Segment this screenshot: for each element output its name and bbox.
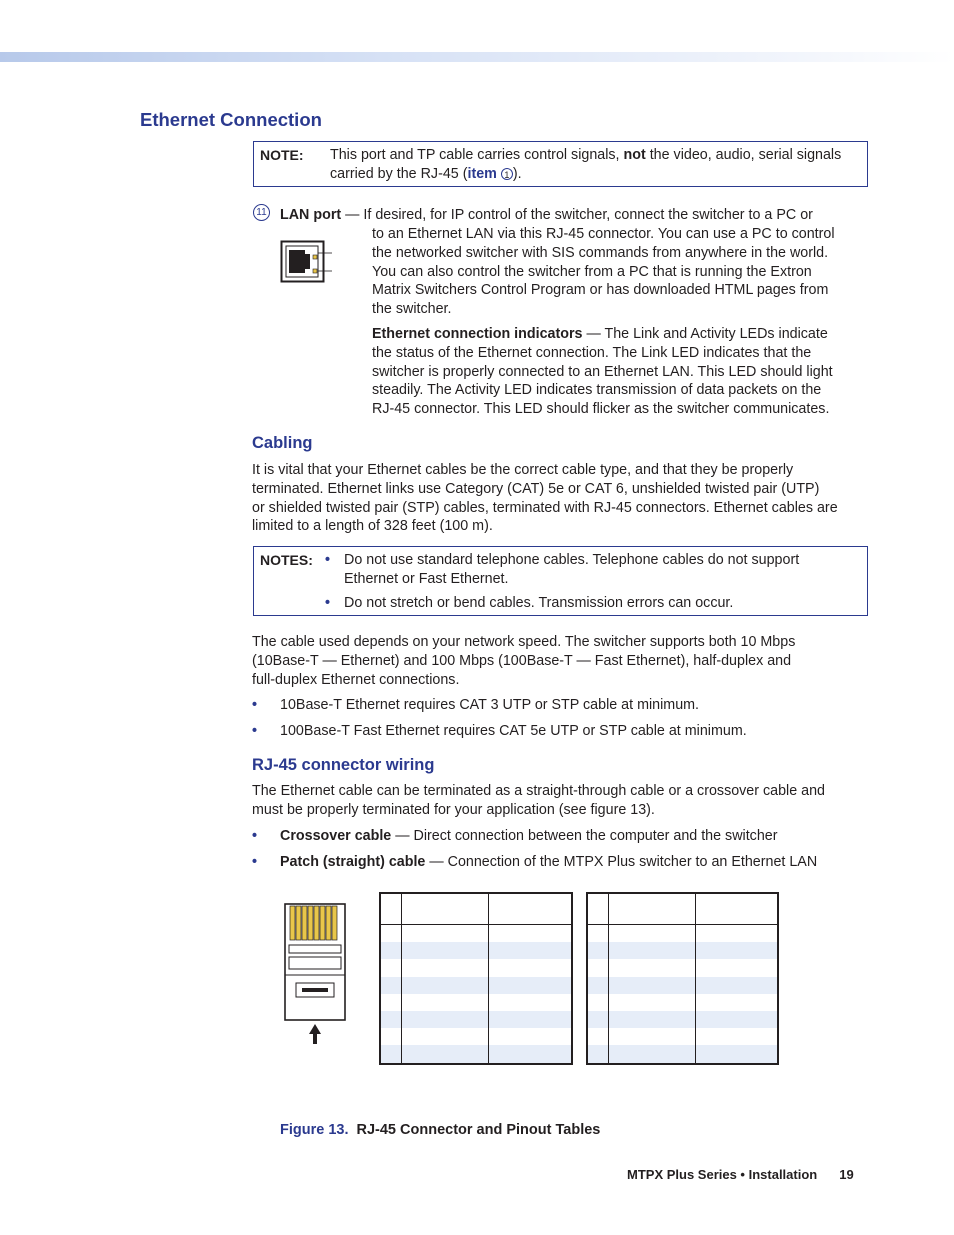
bullet-text [280, 827, 777, 846]
lan-port-label: LAN port [280, 207, 342, 223]
rj45-plug-icon [282, 900, 348, 1048]
cabling-paragraph [252, 461, 862, 536]
speed-line: full-duplex Ethernet connections. [252, 671, 460, 688]
lan-port-line-0: — If desired, for IP control of the switcher, connect the switcher to a PC or [341, 207, 813, 223]
notes-item: Do not stretch or bend cables. Transmission errors can occur. [344, 595, 734, 611]
lan-port-text [280, 206, 813, 225]
bullet-dot: • [252, 854, 258, 870]
wiring-title: RJ-45 connector wiring [252, 756, 435, 774]
figure-caption-text: RJ-45 Connector and Pinout Tables [356, 1122, 601, 1138]
header-band [0, 52, 954, 62]
wiring-paragraph [252, 782, 862, 820]
indicators-line: — The Link and Activity LEDs indicate [582, 326, 828, 342]
rj45-port-icon [280, 240, 336, 284]
lan-port-line: the networked switcher with SIS commands from anywhere in the world. [372, 244, 829, 261]
page-number: 19 [839, 1167, 854, 1182]
note-text-b: the video, audio, serial signals [645, 147, 842, 163]
note-text-c: carried by the RJ-45 ( [330, 165, 468, 182]
crossover-label: Crossover cable [280, 828, 392, 844]
figure-number: Figure 13. [280, 1122, 349, 1138]
bullet-dot: • [252, 828, 258, 844]
cabling-line: It is vital that your Ethernet cables be the correct cable type, and that they be properly [252, 462, 794, 478]
section-title: Ethernet Connection [140, 109, 322, 130]
lan-port-line: You can also control the switcher from a PC that is running the Extron [372, 263, 812, 280]
notes-label: NOTES: [260, 552, 313, 568]
notes-box [253, 546, 868, 616]
note-text [330, 146, 841, 184]
notes-bullet-dot: • [325, 595, 331, 611]
notes-bullet-dot: • [325, 552, 331, 568]
indicators-label: Ethernet connection indicators [372, 326, 583, 342]
bullet-text [280, 853, 817, 872]
item-11-icon: 11 [253, 204, 270, 221]
lan-port-line: to an Ethernet LAN via this RJ-45 connector. You can use a PC to control [372, 226, 835, 242]
cabling-line: limited to a length of 328 feet (100 m). [252, 518, 493, 535]
note-label: NOTE: [260, 147, 304, 163]
indicators-line: switcher is properly connected to an Ethernet LAN. This LED should light [372, 363, 833, 380]
cabling-line: terminated. Ethernet links use Category (CAT) 5e or CAT 6, unshielded twisted pair (UTP) [252, 480, 820, 497]
speed-line: The cable used depends on your network speed. The switcher supports both 10 Mbps [252, 634, 796, 650]
speed-line: (10Base-T — Ethernet) and 100 Mbps (100Base-T — Fast Ethernet), half-duplex and [252, 652, 792, 669]
lan-port-desc [372, 225, 835, 319]
note-text-bold: not [623, 147, 646, 163]
pinout-table-left [379, 892, 573, 1065]
notes-item-line: Ethernet or Fast Ethernet. [344, 570, 509, 587]
wiring-line: must be properly terminated for your application (see figure 13). [252, 801, 655, 818]
speed-paragraph [252, 633, 862, 689]
bullet-dot: • [252, 697, 258, 713]
item-link[interactable]: item [467, 165, 497, 182]
indicators-line: RJ-45 connector. This LED should flicker as the switcher communicates. [372, 401, 830, 418]
indicators-line: steadily. The Activity LED indicates transmission of data packets on the [372, 382, 822, 399]
lan-port-line: the switcher. [372, 301, 452, 318]
note-text-d: ). [512, 165, 522, 182]
figure-caption [280, 1122, 600, 1138]
notes-item [344, 551, 799, 589]
crossover-text: — Direct connection between the computer and the switcher [391, 828, 778, 844]
patch-label: Patch (straight) cable [280, 854, 426, 870]
indicators-desc [372, 325, 833, 419]
footer-text: MTPX Plus Series • Installation [627, 1167, 818, 1182]
bullet-text: 100Base-T Fast Ethernet requires CAT 5e UTP or STP cable at minimum. [280, 723, 747, 739]
cabling-line: or shielded twisted pair (STP) cables, terminated with RJ-45 connectors. Ethernet cables are [252, 499, 838, 516]
cabling-title: Cabling [252, 434, 313, 452]
lan-port-line: Matrix Switchers Control Program or has downloaded HTML pages from [372, 282, 829, 299]
notes-item-line: Do not use standard telephone cables. Telephone cables do not support [344, 552, 800, 568]
wiring-line: The Ethernet cable can be terminated as a straight-through cable or a crossover cable and [252, 783, 825, 799]
indicators-line: the status of the Ethernet connection. The Link LED indicates that the [372, 344, 812, 361]
pinout-table-right [586, 892, 779, 1065]
page-footer [627, 1167, 854, 1182]
note-text-a: This port and TP cable carries control signals, [330, 147, 624, 163]
bullet-text: 10Base-T Ethernet requires CAT 3 UTP or STP cable at minimum. [280, 697, 700, 713]
item-number-icon: 1 [501, 168, 513, 180]
bullet-dot: • [252, 723, 258, 739]
note-box [253, 141, 868, 187]
patch-text: — Connection of the MTPX Plus switcher to an Ethernet LAN [425, 854, 818, 870]
